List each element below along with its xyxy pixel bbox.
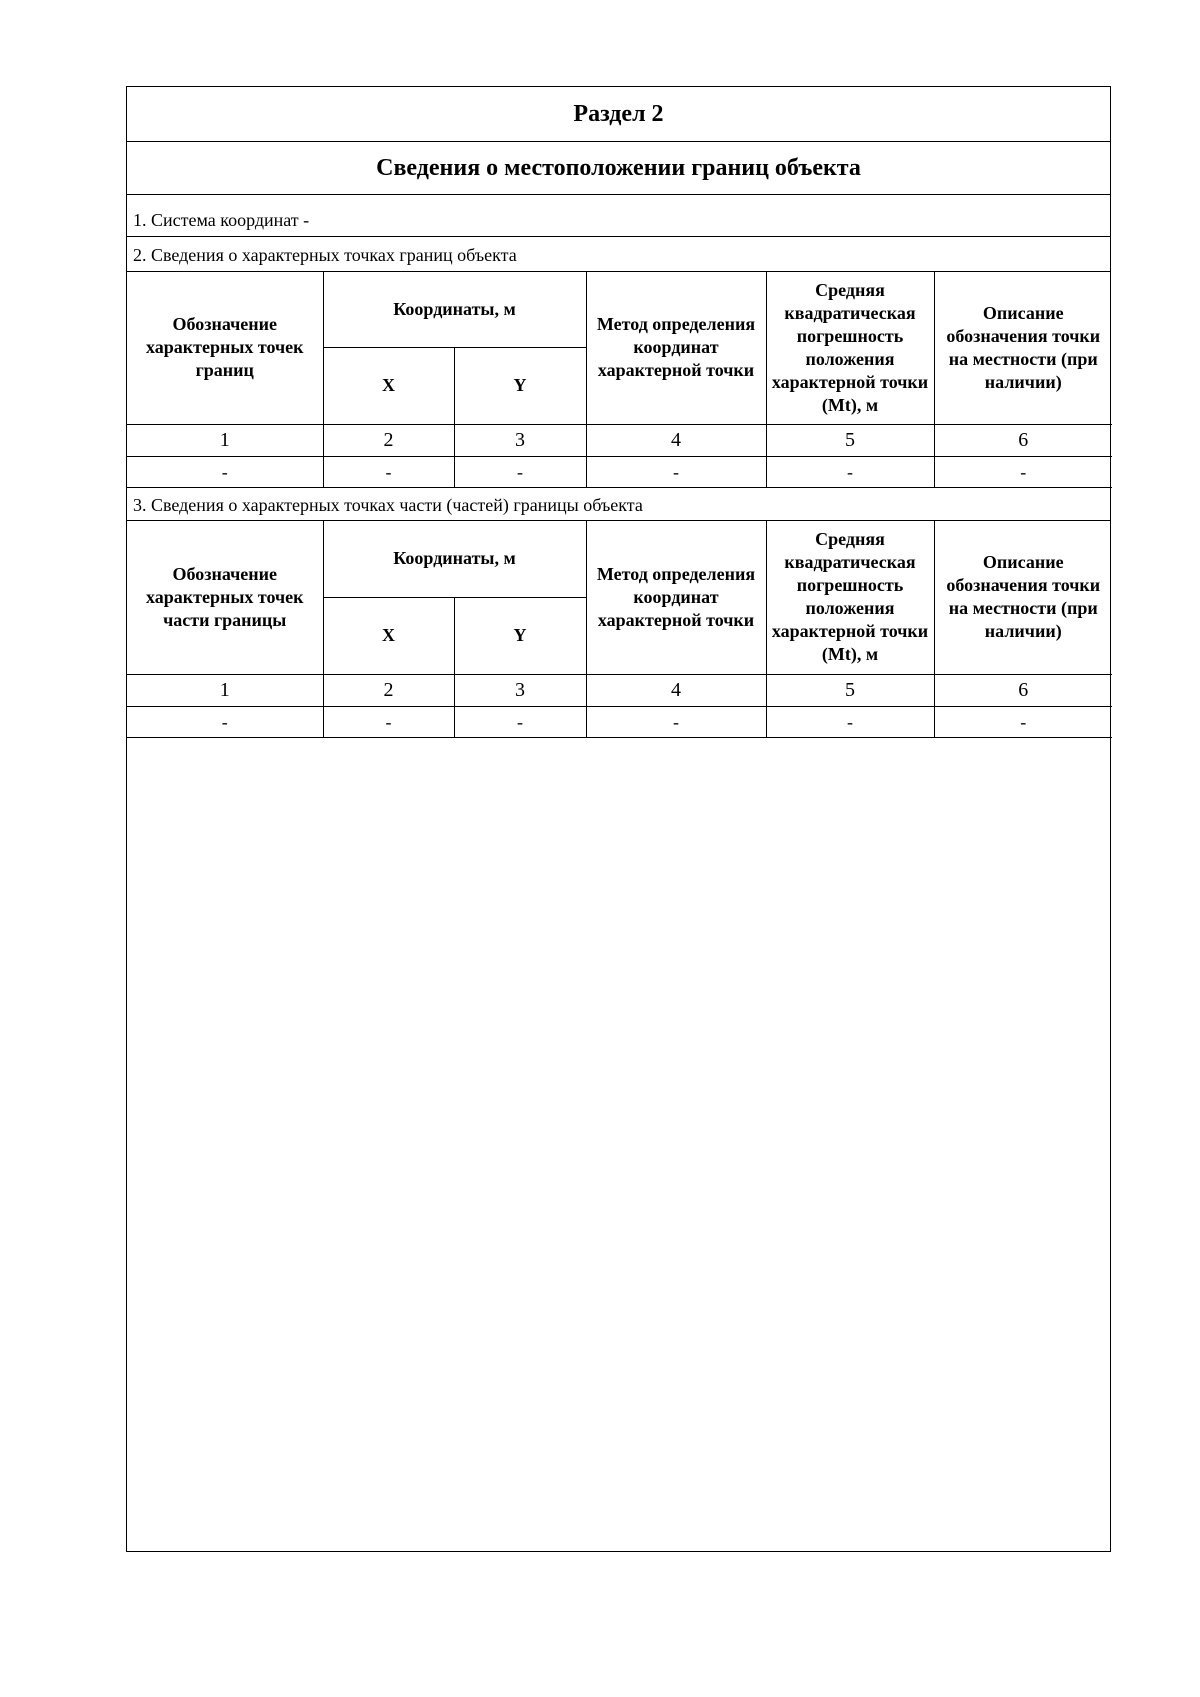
table1-cell: - (323, 456, 454, 487)
document-frame (126, 86, 1111, 1552)
table1-cell: - (766, 456, 934, 487)
section-subtitle: Сведения о местоположении границ объекта (376, 155, 861, 181)
table1-col-number: 1 (127, 424, 323, 456)
table1-col-number: 6 (934, 424, 1112, 456)
table2-col-number: 5 (766, 674, 934, 706)
table2-cell: - (934, 706, 1112, 737)
table2-header-method: Метод определения координат характерной точки (586, 521, 766, 674)
table1-col-number: 2 (323, 424, 454, 456)
table2-header-coords: Координаты, м (323, 521, 586, 597)
table2-header-description: Описание обозначения точки на местности (при наличии) (934, 521, 1112, 674)
table1-cell: - (586, 456, 766, 487)
table1-header-error: Средняя квадратическая погрешность положения характерной точки (Mt), м (766, 272, 934, 424)
section-subtitle-row (127, 142, 1110, 195)
table2-header-y: Y (454, 597, 586, 674)
table1-cell: - (127, 456, 323, 487)
table1-header-x: X (323, 347, 454, 424)
table2-caption: 3. Сведения о характерных точках части (частей) границы объекта (133, 495, 643, 515)
section-title-row (127, 87, 1110, 142)
table2-cell: - (323, 706, 454, 737)
table2-col-number: 3 (454, 674, 586, 706)
table1-header-method: Метод определения координат характерной точки (586, 272, 766, 424)
table1-col-number: 4 (586, 424, 766, 456)
table1-header-description: Описание обозначения точки на местности (при наличии) (934, 272, 1112, 424)
table1-caption: 2. Сведения о характерных точках границ объекта (133, 245, 517, 265)
table1-header-coords: Координаты, м (323, 272, 586, 347)
table1 (127, 272, 1112, 488)
table2-header-error: Средняя квадратическая погрешность положения характерной точки (Mt), м (766, 521, 934, 674)
table2-col-number: 4 (586, 674, 766, 706)
table2 (127, 521, 1112, 738)
coord-system-row (127, 195, 1110, 237)
table2-col-number: 6 (934, 674, 1112, 706)
table2-cell: - (586, 706, 766, 737)
table1-col-number: 3 (454, 424, 586, 456)
table2-cell: - (127, 706, 323, 737)
table2-col-number: 2 (323, 674, 454, 706)
table2-caption-row (127, 487, 1110, 521)
table2-header-x: X (323, 597, 454, 674)
table1-col-number: 5 (766, 424, 934, 456)
section-title: Раздел 2 (573, 101, 664, 127)
table1-cell: - (454, 456, 586, 487)
table2-cell: - (454, 706, 586, 737)
empty-area (127, 737, 1110, 1551)
table2-header-designation: Обозначение характерных точек части границы (127, 521, 323, 674)
table1-header-y: Y (454, 347, 586, 424)
table2-col-number: 1 (127, 674, 323, 706)
table2-cell: - (766, 706, 934, 737)
coord-system-text: 1. Система координат - (133, 210, 310, 230)
table1-caption-row (127, 237, 1110, 272)
table1-cell: - (934, 456, 1112, 487)
table1-header-designation: Обозначение характерных точек границ (127, 272, 323, 424)
